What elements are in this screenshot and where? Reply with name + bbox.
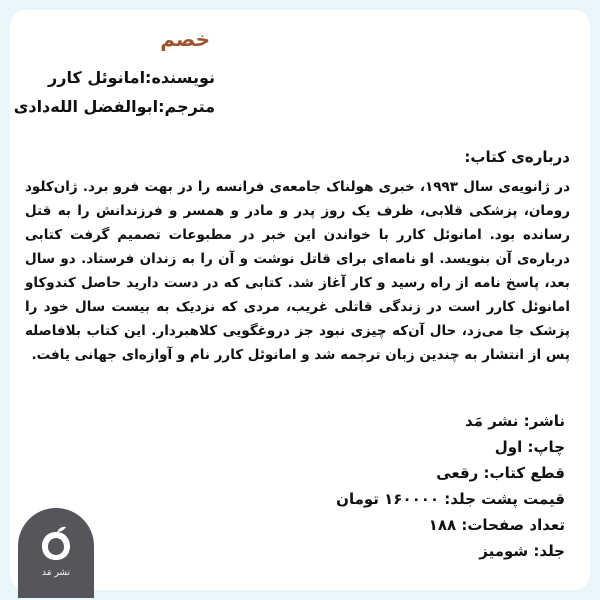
- binding: جلد: شومیز: [479, 542, 565, 560]
- book-translator: مترجم:ابوالفضل الله‌دادی: [13, 97, 215, 116]
- publisher: ناشر: نشر مَد: [465, 412, 565, 430]
- about-heading: درباره‌ی کتاب:: [464, 148, 570, 166]
- edition: چاپ: اول: [494, 438, 565, 456]
- book-author: نویسنده:امانوئل کارر: [48, 68, 215, 87]
- page-count: تعداد صفحات: ۱۸۸: [428, 516, 565, 534]
- book-details: [336, 408, 565, 564]
- book-title: خصم: [160, 27, 210, 51]
- publisher-logo-icon: [36, 524, 76, 564]
- publisher-logo: [18, 508, 94, 598]
- book-format: قطع کتاب: رقعی: [436, 464, 565, 482]
- book-description: در ژانویه‌ی سال ۱۹۹۳، خبری هولناک جامعه‌ی فرانسه را در بهت فرو برد. ژان‌کلود رومان، پزشکی قلابی، ظرف یک روز پدر و مادر و همسر و فرزندانش را به قتل رسانده بود. امانوئل کارر با خواندن این خبر در مطبوعات تصمیم گرفت کتابی درباره‌ی آن بنویسد. او نامه‌ای برای قاتل نوشت و آن را به زندان فرستاد. دو سال بعد، پاسخ نامه از راه رسید و کار آغاز شد. کتابی که در دست دارید حاصل کندوکاو امانوئل کارر است در زندگی قاتلی غریب، مردی که نزدیک به بیست سال خود را پزشک جا می‌زد، حال آن‌که چیزی نبود جز دروغگویی کلاهبردار. این کتاب بلافاصله پس از انتشار به چندین زبان ترجمه شد و امانوئل کارر نام و آوازه‌ای جهانی یافت.: [25, 179, 570, 363]
- publisher-logo-text: نشر مَد: [42, 568, 70, 578]
- price: قیمت پشت جلد: ۱۶۰۰۰۰ تومان: [336, 490, 565, 508]
